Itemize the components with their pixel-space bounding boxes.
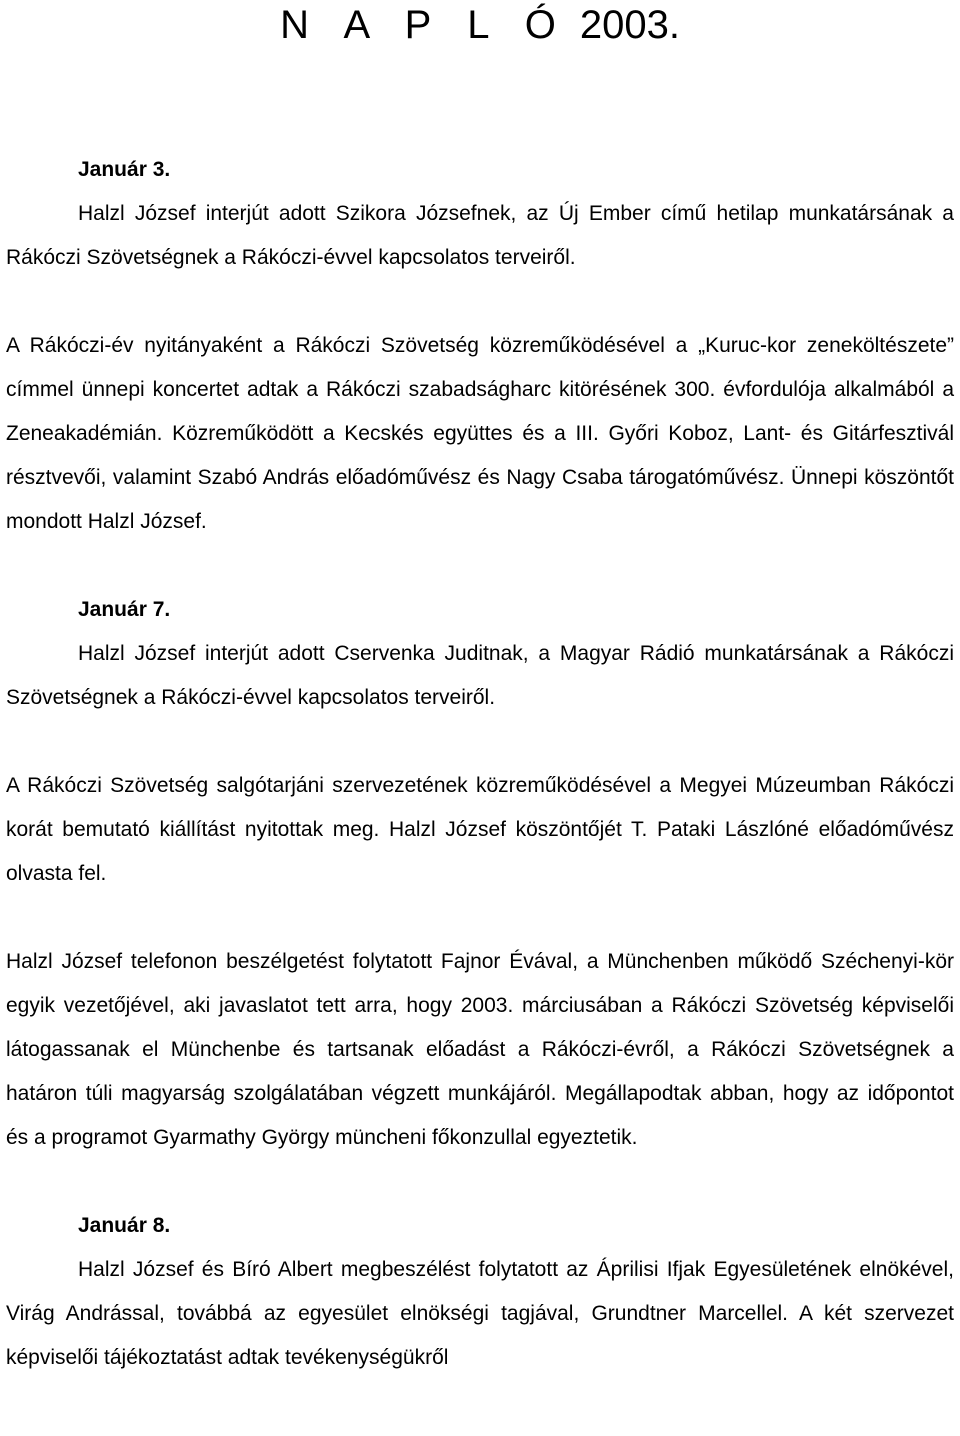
- document-body: [6, 148, 954, 1380]
- entry-date: Január 8.: [78, 1214, 171, 1237]
- entry-paragraph: A Rákóczi-év nyitányaként a Rákóczi Szövetség közreműködésével a „Kuruc-kor zeneköltészete” címmel ünnepi koncertet adtak a Rákóczi szabadságharc kitörésének 300. évfordulója alkalmából a Zeneakadémián. Közreműködött a Kecskés együttes és a III. Győri Koboz, Lant- és Gitárfesztivál résztvevői, valamint Szabó András előadóművész és Nagy Csaba tárogatóművész. Ünnepi köszöntőt mondott Halzl József.: [6, 334, 954, 533]
- entry-date: Január 3.: [78, 158, 171, 181]
- entry-paragraph: Halzl József interjút adott Cservenka Juditnak, a Magyar Rádió munkatársának a Rákóczi Szövetségnek a Rákóczi-évvel kapcsolatos terveiről.: [6, 642, 954, 709]
- entry-paragraph: A Rákóczi Szövetség salgótarjáni szervezetének közreműködésével a Megyei Múzeumban Rákóczi korát bemutató kiállítást nyitottak meg. Halzl József köszöntőjét T. Pataki Lászlóné előadóművész olvasta fel.: [6, 774, 954, 885]
- entry-paragraph: Halzl József telefonon beszélgetést folytatott Fajnor Évával, a Münchenben működő Széchenyi-kör egyik vezetőjével, aki javaslatot tett arra, hogy 2003. márciusában a Rákóczi Szövetség képviselői látogassanak el Münchenbe és tartsanak előadást a Rákóczi-évről, a Rákóczi Szövetségnek a határon túli magyarság szolgálatában végzett munkájáról. Megállapodtak abban, hogy az időpontot és a programot Gyarmathy György müncheni főkonzullal egyeztetik.: [6, 950, 954, 1149]
- entry-date: Január 7.: [78, 598, 171, 621]
- document-title: [0, 2, 960, 48]
- entry-paragraph: Halzl József interjút adott Szikora Józsefnek, az Új Ember című hetilap munkatársának a Rákóczi Szövetségnek a Rákóczi-évvel kapcsolatos terveiről.: [6, 202, 954, 269]
- title-letters: N A P L Ó: [280, 3, 569, 47]
- entry-paragraph: Halzl József és Bíró Albert megbeszélést folytatott az Áprilisi Ifjak Egyesületének elnökével, Virág Andrással, továbbá az egyesület elnökségi tagjával, Grundtner Marcellel. A két szervezet képviselői tájékoztatást adtak tevékenységükről: [6, 1258, 954, 1369]
- diary-entry: [6, 588, 954, 1160]
- diary-entry: [6, 148, 954, 544]
- title-year: 2003.: [579, 3, 680, 47]
- diary-entry: [6, 1204, 954, 1380]
